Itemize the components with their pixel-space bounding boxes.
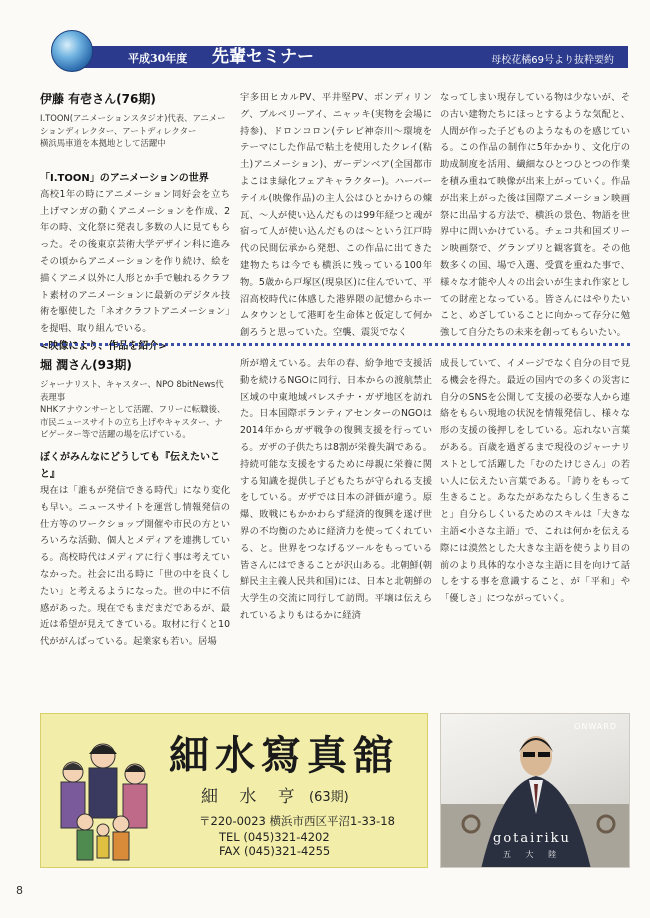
studio-owner: 細 水 亨 — [201, 787, 303, 807]
profile2-column2 — [240, 356, 432, 625]
section-divider — [40, 343, 630, 346]
profile2-text-2: 所が増えている。去年の春、紛争地で支援活動を続けるNGOに同行、日本からの渡航禁止区域の中東地域パレスチナ・ガザ地区を訪れた。日本国際ボランティアセンターのNGOは2014年からガザ戦争の復興支援を行っている。ガザの子供たちは8割が栄養失調である。持続可能な支援をするために母親に栄養に関する知識を提供し子どもたちが守られる支援をしている。ガザでは日本の評価が違う。原爆、敗戦にもかかわらず経済的復興を遂げ世界の不均衡のために経済力を使ってくれている、と。世界をつなげるツールをもっている皆さんにはできることが沢山ある。北朝鮮(朝鮮民主主義人民共和国)には、日本と北朝鮮の大学生の交流に同行して訪問。平壌は伝えられているよりもはるかに経済 — [240, 358, 432, 621]
photo-title: gotairiku — [493, 831, 571, 846]
profile1-role: I.TOON(アニメーションスタジオ)代表、アニメーションディレクター、アートディレクター — [40, 113, 226, 136]
profile2-text-3: 成長していて、イメージでなく自分の目で見る機会を得た。最近の国内での多くの災害に自分のSNSを公開して支援の必要な人から連絡をもらい現地の状況を情報発信し、様々な形の支援の後押しをしている。忘れない言葉がある。百歳を過ぎるまで現役のジャーナリストとして活躍した「むのたけじさん」の若い人に伝えたい言葉である。「誇りをもって生きること。あなたがあなたらしく生きること」自分らしくいるためのスキルは「大きな主語<小さな主語」で、これは何かを伝える際には漠然とした大きな主語を使うより目の前のより具体的な小さな主語に目を向けて話しをする事を意識すること、が「平和」や「優しさ」につながっていく。 — [440, 358, 630, 605]
profile1-column2 — [240, 90, 432, 342]
profile1-column1 — [40, 90, 230, 355]
profile1-text-3: なってしまい現存している物は少ないが、その古い建物たちにほっとするような気配と、人間が作った子どものようなものを感じている。この作品の制作に5年かかり、文化庁の助成制度を活用、繊細なひとつひとつの作業を積み重ねて映像が出来上がっていく。作品が出来上がった後は国際アニメーション映画祭に出品する方法で、横浜の景色、物語を世界中に問いかけている。チェコ共和国ズリーン映画祭で、グランプリと観客賞を。その他数多くの国、場で入選、受賞を重ねた事で、様々な才能や人々の出会いが生まれ作家としての財産となっている。皆さんにはやりたいこと、めざしていることに向かって存分に勉強して自分たちの未来を創ってもらいたい。 — [440, 92, 630, 339]
globe-icon — [51, 30, 93, 72]
profile1-text-1: 高校1年の時にアニメーション同好会を立ち上げマンガの動くアニメーションを作成、2年の時、文化祭に発表し多数の人に見てもらった。その後東京芸術大学デザイン科に進みその頃からアニメーションを作り続け、絵を描くアニメ以外に人形とか手で触れるクラフト素材のアニメーションに最新のデジタル技術を駆使した「ネオクラフトアニメーション」を提唱、取り組んでいる。 — [40, 188, 230, 335]
profile2-name: 堀 潤さん(93期) — [40, 358, 132, 372]
profile1-text-2: 宇多田ヒカルPV、平井堅PV、ボンディリング、ブルベリーアイ、ニャッキ(実物を会場に持参)、ドロンコロン(テレビ神奈川〜環境をテーマにした作品で粘土を使用したクレイ(粘土)アニメーション)、ガーデンベア(全国都市よこはま緑化フェアキャラクター)。ハーバーテイル(映像作品)の主人公はひとかけらの煉瓦、〜人が使い込んだものは99年経つと魂が宿って人が使い込んだものは〜という江戸時代の民間伝承から発想、この作品に出てきた建物たちは今でも横浜に残っている100年物。5歳から戸塚区(現泉区)に住んでいて、平沼高校時代に体感した港界隈の記憶からホームタウンとして港町を生命体と仮定して何か創ろうと思っていた。空襲、震災でなく — [240, 92, 432, 339]
studio-tel: TEL (045)321-4202 — [219, 830, 330, 844]
photo-studio-ad — [40, 713, 428, 868]
profile2-heading: ぼくがみんなにどうしても『伝えたいこと』 — [40, 451, 220, 480]
studio-fax: FAX (045)321-4255 — [219, 844, 331, 858]
section-header-bar — [60, 46, 628, 68]
studio-owner-term: (63期) — [309, 790, 349, 805]
profile2-base: NHKアナウンサーとして活躍、フリーに転職後、市民ニュースサイトの立ち上げやキャスター、ナビゲーター等で活躍の場を広げている。 — [40, 404, 226, 440]
profile1-base: 横浜馬車道を本拠地として活躍中 — [40, 138, 166, 149]
header-year: 平成30年度 — [128, 52, 188, 65]
profile2-role: ジャーナリスト、キャスター、NPO 8bitNews代表理事 — [40, 379, 224, 402]
profile2-text-1: 現在は「誰もが発信できる時代」になり変化も早い。ニュースサイトを運営し情報発信の仕方等のワークショップ開催や市民の方といろいろな活動、個人とメディアを連携している。高校時代はメディアに行く事は考えていなかった。社会に出る時に「世の中を良くしたい」と考えるようになった。世の中に不信感があった。現在でもまだまだであるが、最近は希望が見えてきている。取材に行くと10代ががんばっている。起業家も若い。居場 — [40, 484, 230, 648]
profile1-column3 — [440, 90, 630, 342]
page-number: 8 — [16, 884, 23, 897]
header-source: 母校花橘69号より抜粋要約 — [491, 55, 614, 66]
studio-name: 細水寫真舘 — [169, 732, 399, 779]
family-illustration — [45, 734, 163, 864]
profile2-column3 — [440, 356, 630, 608]
profile1-heading: 「I.TOON」のアニメーションの世界 — [40, 172, 209, 184]
profile1-name: 伊藤 有壱さん(76期) — [40, 92, 156, 106]
photo-brand: ONWARD — [574, 722, 617, 731]
photo-subtitle: 五 大 陸 — [503, 850, 563, 859]
header-title: 先輩セミナー — [212, 47, 314, 67]
studio-address: 〒220-0023 横浜市西区平沼1-33-18 — [199, 814, 395, 828]
fashion-ad-photo — [440, 713, 630, 868]
profile1-subheading: <映像により、作品を紹介> — [40, 340, 167, 352]
profile2-column1 — [40, 356, 230, 651]
